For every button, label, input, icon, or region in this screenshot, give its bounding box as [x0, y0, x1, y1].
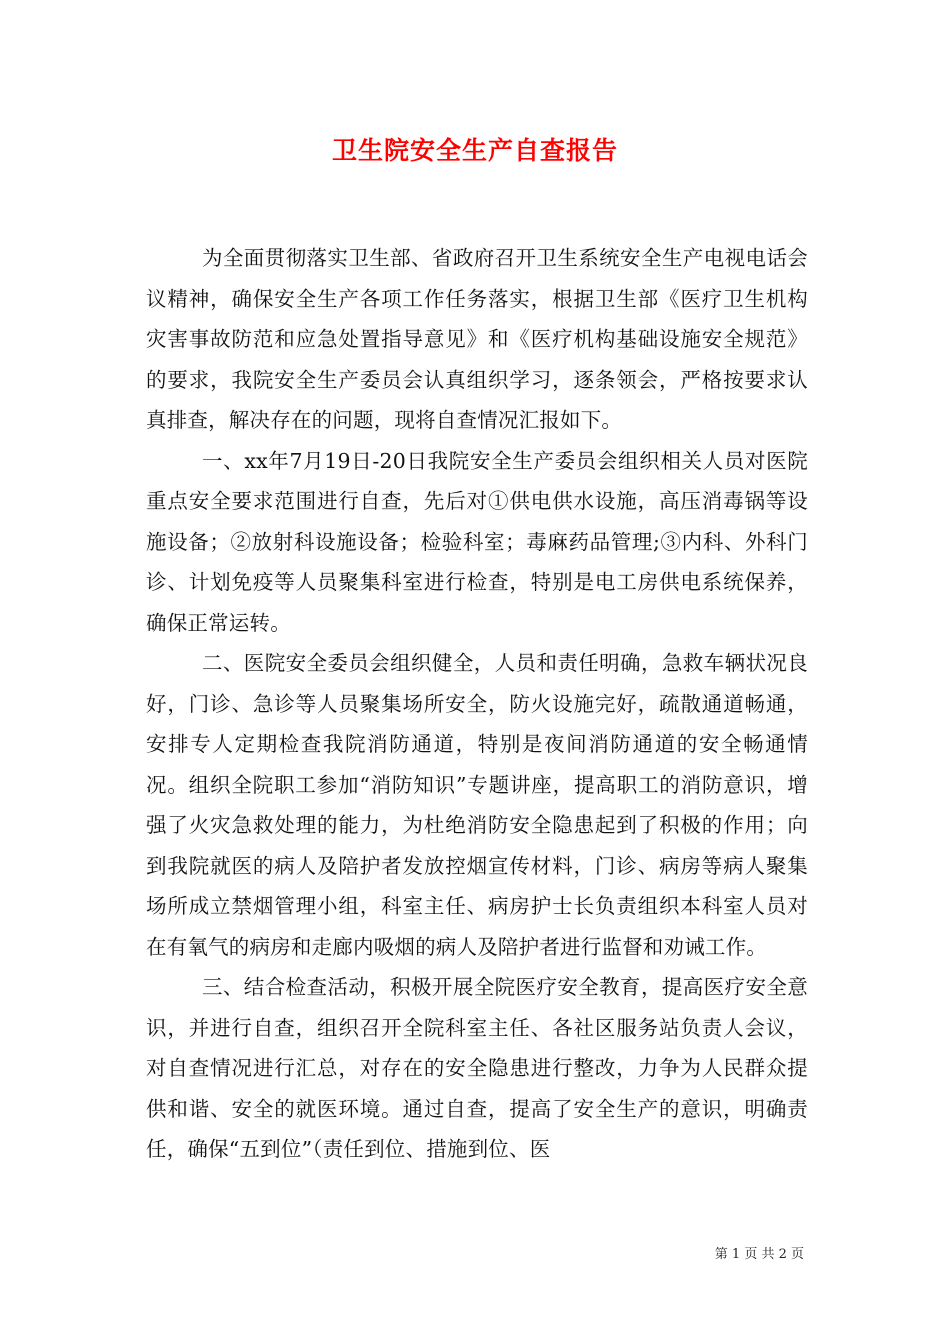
paragraph-section-2: 二、医院安全委员会组织健全，人员和责任明确，急救车辆状况良好，门诊、急诊等人员聚集场所安全，防火设施完好，疏散通道畅通，安排专人定期检查我院消防通道，特别是夜间消防通道的安全畅通情况。组织全院职工参加“消防知识”专题讲座，提高职工的消防意识，增强了火灾急救处理的能力，为杜绝消防安全隐患起到了积极的作用；向到我院就医的病人及陪护者发放控烟宣传材料，门诊、病房等病人聚集场所成立禁烟管理小组，科室主任、病房护士长负责组织本科室人员对在有氧气的病房和走廊内吸烟的病人及陪护者进行监督和劝诫工作。: [146, 651, 808, 959]
paragraph-section-1: 一、xx年7月19日-20日我院安全生产委员会组织相关人员对医院重点安全要求范围进行自查，先后对①供电供水设施，高压消毒锅等设施设备；②放射科设施设备；检验科室；毒麻药品管理;③内科、外科门诊、计划免疫等人员聚集科室进行检查，特别是电工房供电系统保养，确保正常运转。: [146, 448, 808, 635]
paragraph-intro: 为全面贯彻落实卫生部、省政府召开卫生系统安全生产电视电话会议精神，确保安全生产各项工作任务落实，根据卫生部《医疗卫生机构灾害事故防范和应急处置指导意见》和《医疗机构基础设施安全规范》的要求，我院安全生产委员会认真组织学习，逐条领会，严格按要求认真排查，解决存在的问题，现将自查情况汇报如下。: [146, 246, 808, 432]
document-body: [146, 238, 808, 1170]
paragraph-section-3: 三、结合检查活动，积极开展全院医疗安全教育，提高医疗安全意识，并进行自查，组织召开全院科室主任、各社区服务站负责人会议，对自查情况进行汇总，对存在的安全隐患进行整改，力争为人民群众提供和谐、安全的就医环境。通过自查，提高了安全生产的意识，明确责任，确保“五到位”（责任到位、措施到位、医: [146, 975, 808, 1161]
page-number-footer: 第 1 页 共 2 页: [714, 1247, 804, 1262]
document-title: 卫生院安全生产自查报告: [331, 136, 618, 165]
